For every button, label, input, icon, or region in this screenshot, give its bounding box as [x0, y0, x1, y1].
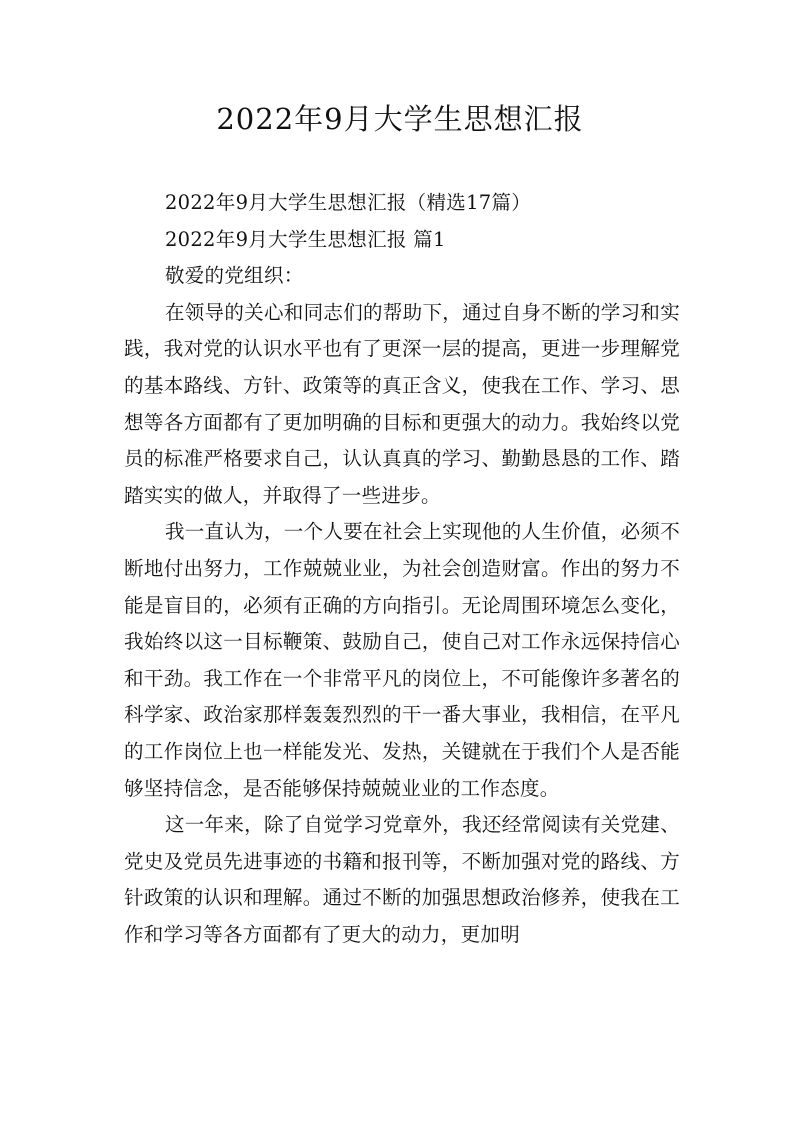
salutation: 敬爱的党组织： — [164, 264, 304, 288]
document-body — [124, 185, 680, 953]
document-subtitle: 2022年9月大学生思想汇报（精选17篇） — [164, 191, 532, 214]
body-paragraph-3: 这一年来，除了自觉学习党章外，我还经常阅读有关党建、党史及党员先进事迹的书籍和报刊等，不断加强对党的路线、方针政策的认识和理解。通过不断的加强思想政治修养，使我在工作和学习等各方面都有了更大的动力，更加明 — [124, 813, 680, 946]
body-paragraph-1: 在领导的关心和同志们的帮助下，通过自身不断的学习和实践，我对党的认识水平也有了更深一层的提高，更进一步理解党的基本路线、方针、政策等的真正含义，使我在工作、学习、思想等各方面都有了更加明确的目标和更强大的动力。我始终以党员的标准严格要求自己，认认真真的学习、勤勤恳恳的工作、踏踏实实的做人，并取得了一些进步。 — [124, 300, 680, 507]
document-title: 2022年9月大学生思想汇报 — [216, 102, 584, 136]
body-paragraph-2: 我一直认为，一个人要在社会上实现他的人生价值，必须不断地付出努力，工作兢兢业业，为社会创造财富。作出的努力不能是盲目的，必须有正确的方向指引。无论周围环境怎么变化，我始终以这一目标鞭策、鼓励自己，使自己对工作永远保持信心和干劲。我工作在一个非常平凡的岗位上，不可能像许多著名的科学家、政治家那样轰轰烈烈的干一番大事业，我相信，在平凡的工作岗位上也一样能发光、发热，关键就在于我们个人是否能够坚持信念，是否能够保持兢兢业业的工作态度。 — [124, 520, 680, 800]
section-heading: 2022年9月大学生思想汇报 篇1 — [164, 227, 446, 251]
